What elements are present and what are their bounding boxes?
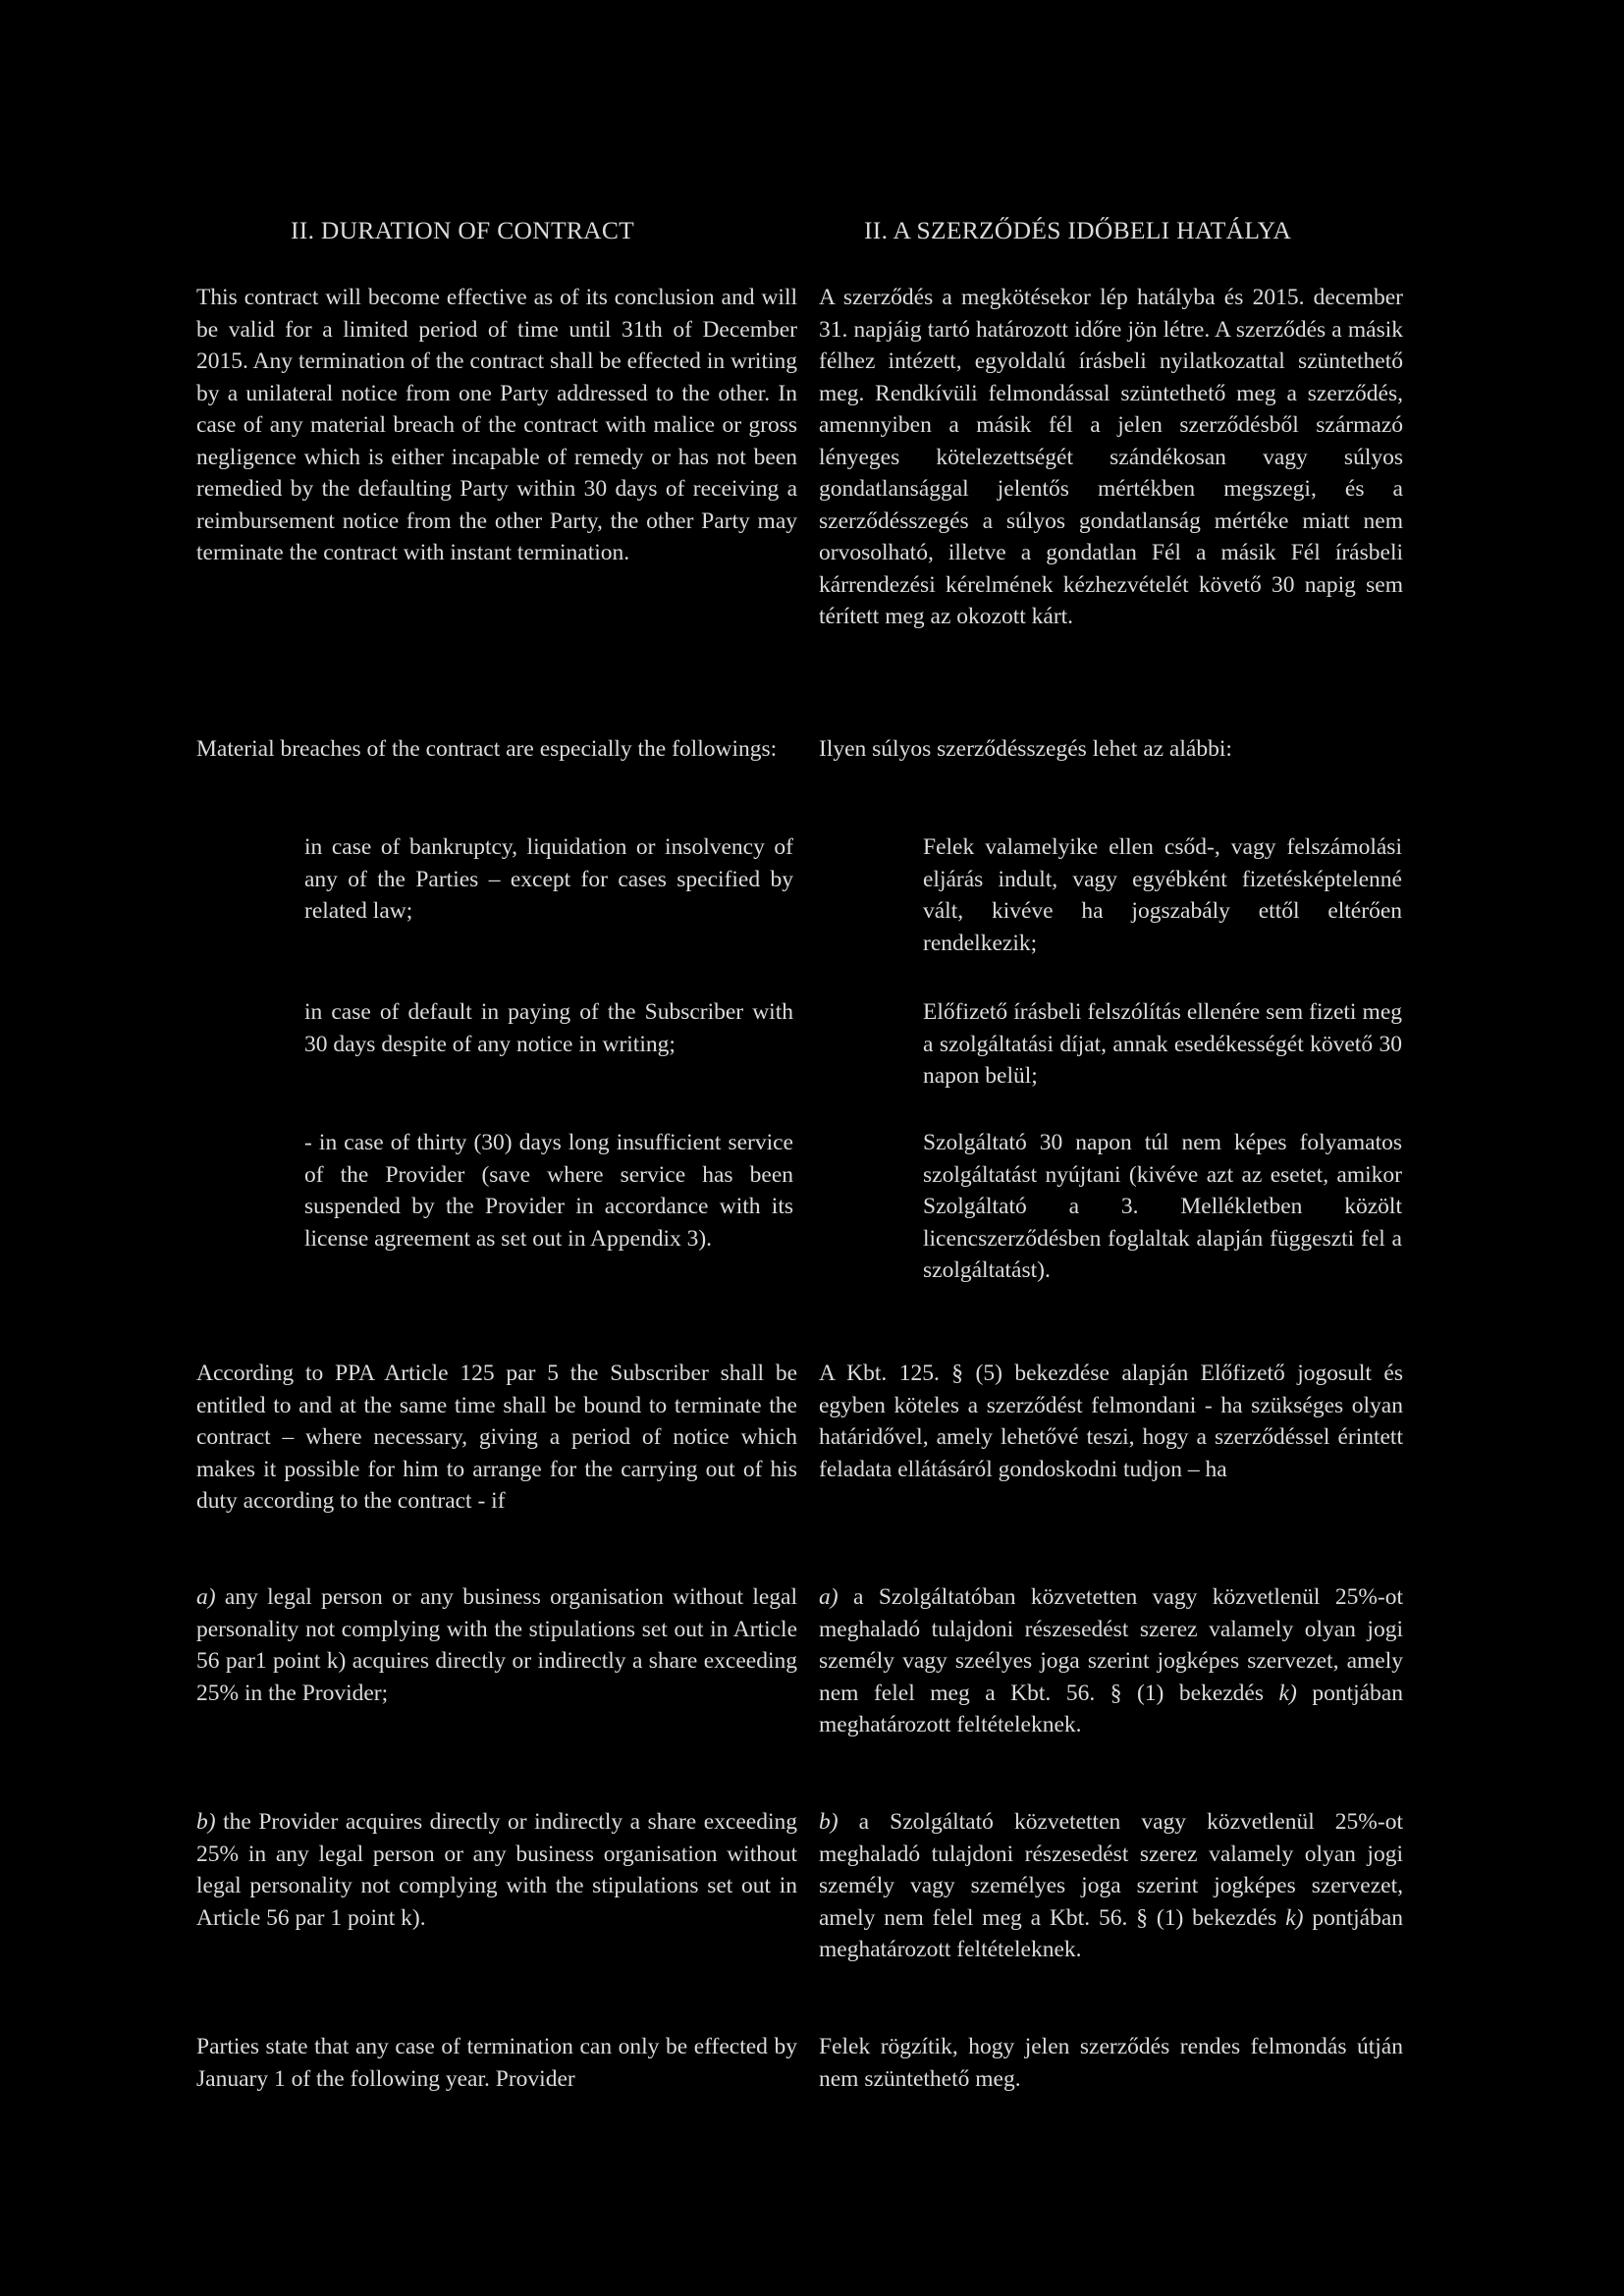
hu-point-a-letter: a) [819,1584,839,1610]
hu-point-b-k: k) [1285,1904,1304,1931]
en-paragraph-ppa-article: According to PPA Article 125 par 5 the Subscriber shall be entitled to and at the same time shall be bound to terminate the contract – where necessary, giving a period of notice which makes it possible for him to arrange for the carrying out of his duty according to the contract - if [196,1361,797,1514]
section-heading-hu: II. A SZERZŐDÉS IDŐBELI HATÁLYA [864,216,1292,244]
hu-point-b-text: a Szolgáltató közvetetten vagy közvetlenül 25%-ot meghaladó tulajdoni részesedést szerez valamely olyan jogi személy vagy személyes joga szerint jogképes szervezet, amely nem felel meg a Kbt. 56. § (1) bekezdés [819,1809,1403,1931]
hu-point-a-text: a Szolgáltatóban közvetetten vagy közvetlenül 25%-ot meghaladó tulajdoni részesedést szerez valamely olyan jogi személy vagy szeélyes joga szerint jogképes szervezet, amely nem felel meg a Kbt. 56. § (1) bekezdés [819,1584,1403,1706]
hu-list-item-insufficient-service: Szolgáltató 30 napon túl nem képes folyamatos szolgáltatást nyújtani (kivéve azt az esetet, amikor Szolgáltató a 3. Mellékletben közölt licencszerződésben foglaltak alapján függeszti fel a szolgáltatást). [923,1130,1402,1283]
en-paragraph-point-b [196,1806,797,1934]
en-point-a-text: any legal person or any business organisation without legal personality not complying with the stipulations set out in Article 56 par1 point k) acquires directly or indirectly a share exceeding 25% in the Provider; [196,1584,797,1706]
en-list-item-insufficient-service: - in case of thirty (30) days long insufficient service of the Provider (save where service has been suspended by the Provider in accordance with its license agreement as set out in Appendix 3). [304,1130,793,1252]
hu-list-item-bankruptcy: Felek valamelyike ellen csőd-, vagy felszámolási eljárás indult, vagy egyébként fizetésképtelenné vált, kivéve ha jogszabály ettől eltérően rendelkezik; [923,834,1402,956]
en-paragraph-termination-date: Parties state that any case of termination can only be effected by January 1 of the following year. Provider [196,2034,797,2092]
hu-paragraph-termination: Felek rögzítik, hogy jelen szerződés rendes felmondás útján nem szüntethető meg. [819,2034,1403,2092]
hu-paragraph-material-breaches: Ilyen súlyos szerződésszegés lehet az alábbi: [819,736,1232,762]
hu-point-b-text-end: pontjában meghatározott feltételeknek. [819,1904,1404,1962]
hu-list-item-payment-default: Előfizető írásbeli felszólítás ellenére sem fizeti meg a szolgáltatási díjat, annak esedékességét követő 30 napon belül; [923,999,1402,1089]
en-paragraph-material-breaches: Material breaches of the contract are especially the followings: [196,736,778,762]
en-paragraph-duration: This contract will become effective as of its conclusion and will be valid for a limited period of time until 31th of December 2015. Any termination of the contract shall be effected in writing by a unilateral notice from one Party addressed to the other. In case of any material breach of the contract with malice or gross negligence which is either incapable of remedy or has not been remedied by the defaulting Party within 30 days of receiving a reimbursement notice from the other Party, the other Party may terminate the contract with instant termination. [196,285,797,565]
en-list-item-payment-default: in case of default in paying of the Subscriber with 30 days despite of any notice in writing; [304,999,793,1057]
section-heading-en: II. DURATION OF CONTRACT [291,216,635,244]
en-point-b-text: the Provider acquires directly or indirectly a share exceeding 25% in any legal person or any business organisation without legal personality not complying with the stipulations set out in Article 56 par 1 point k). [196,1809,797,1931]
hu-paragraph-duration: A szerződés a megkötésekor lép hatályba és 2015. december 31. napjáig tartó határozott időre jön létre. A szerződés a másik félhez intézett, egyoldalú írásbeli nyilatkozattal szüntethető meg. Rendkívüli felmondással szüntethető meg a szerződés, amennyiben a másik fél a jelen szerződésből származó lényeges kötelezettségét szándékosan vagy súlyos gondatlansággal jelentős mértékben megszegi, és a szerződésszegés a súlyos gondatlanság mértéke miatt nem orvosolható, illetve a gondatlan Fél a másik Fél írásbeli kárrendezési kérelmének kézhezvételét követő 30 napig sem térített meg az okozott kárt. [819,285,1403,629]
hu-paragraph-point-b [819,1806,1403,1966]
hu-point-a-text-end: pontjában meghatározott feltételeknek. [819,1680,1403,1737]
en-point-b-letter: b) [196,1809,216,1835]
hu-paragraph-point-a [819,1581,1403,1741]
en-list-item-bankruptcy: in case of bankruptcy, liquidation or insolvency of any of the Parties – except for cases specified by related law; [304,834,793,924]
hu-paragraph-kbt-article: A Kbt. 125. § (5) bekezdése alapján Előfizető jogosult és egyben köteles a szerződést felmondani - ha szükséges olyan határidővel, amely lehetővé teszi, hogy a szerződéssel érintett feladata ellátásáról gondoskodni tudjon – ha [819,1361,1403,1482]
en-paragraph-point-a [196,1581,797,1709]
hu-point-a-k: k) [1278,1680,1297,1706]
en-point-a-letter: a) [196,1584,216,1610]
hu-point-b-letter: b) [819,1809,839,1835]
